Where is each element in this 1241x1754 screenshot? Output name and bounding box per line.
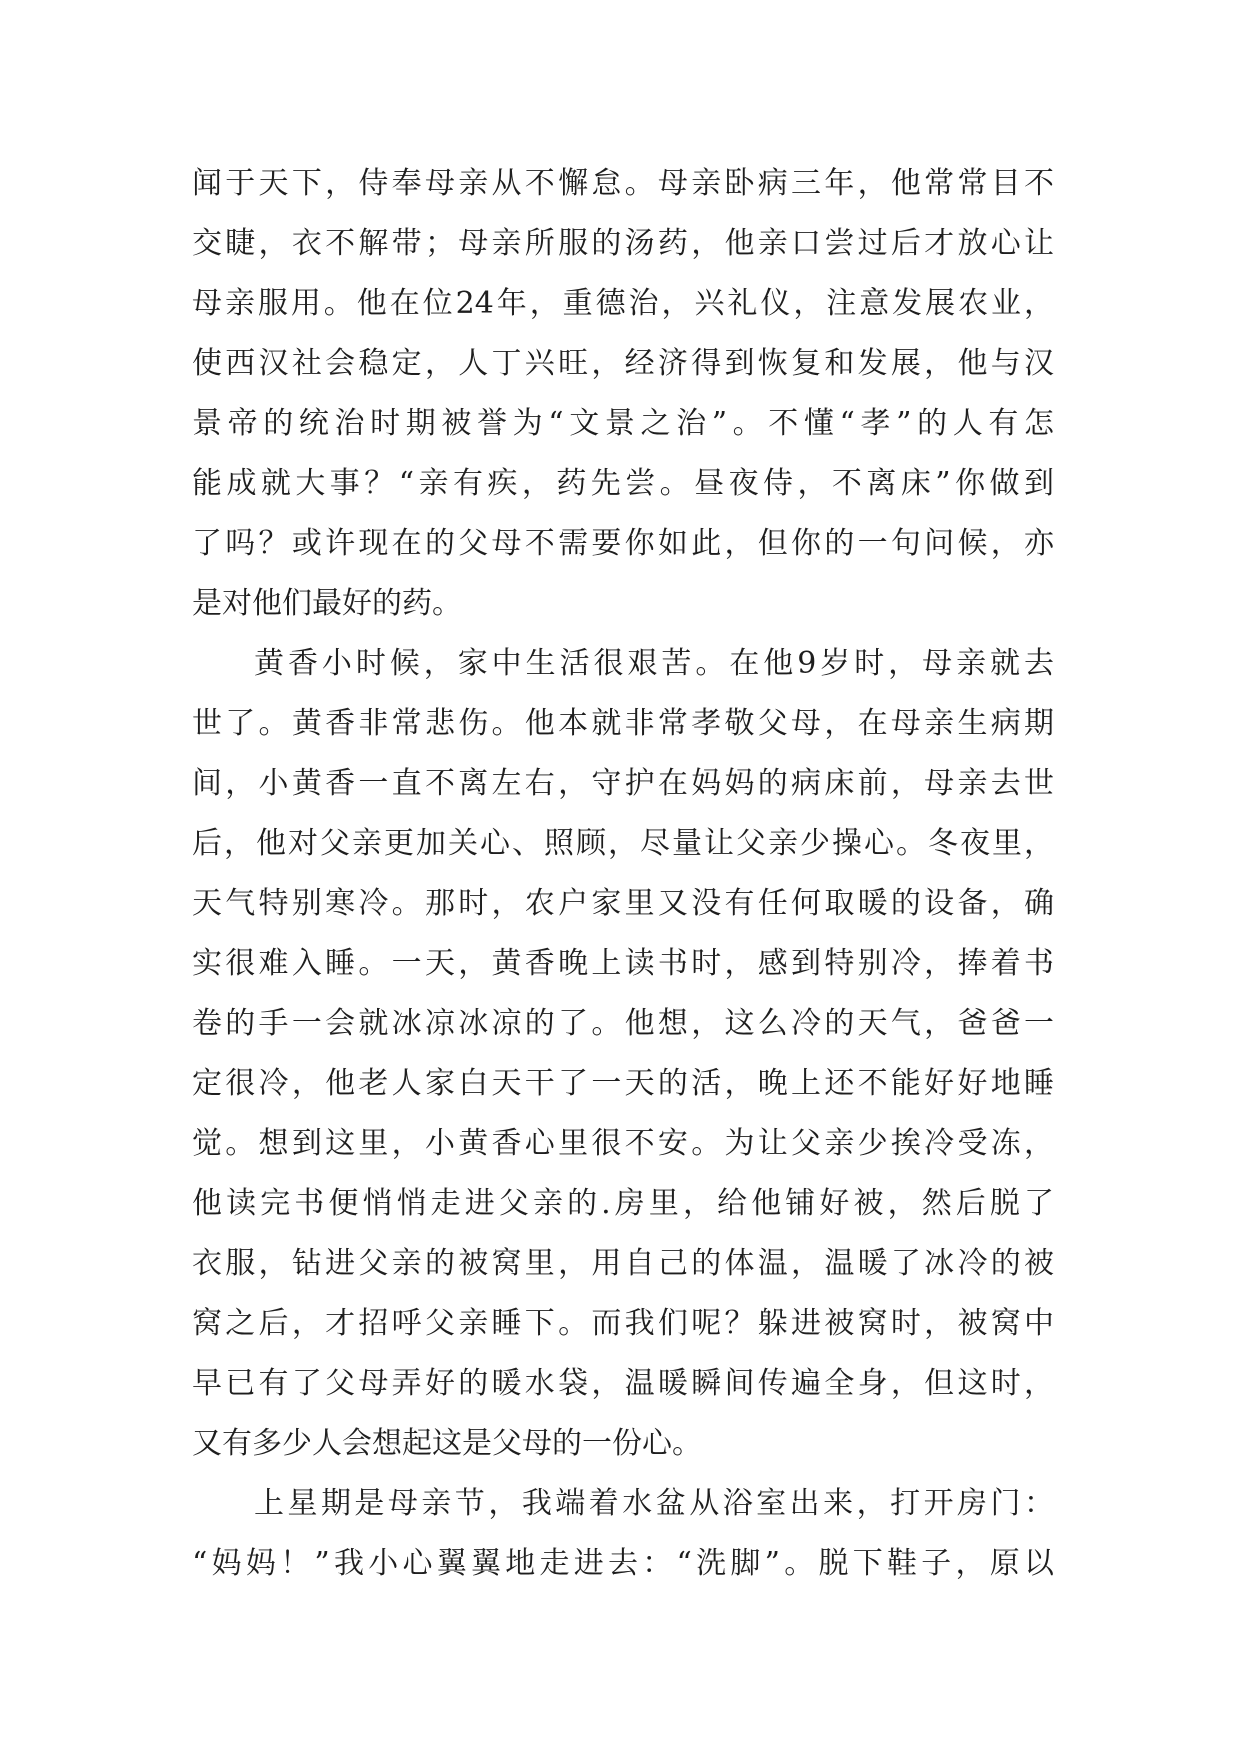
document-body [192,164,1054,1604]
text-line: 闻于天下，侍奉母亲从不懈怠。母亲卧病三年，他常常目不 [192,166,1054,201]
text-line: 景帝的统治时期被誉为“文景之治”。不懂“孝”的人有怎 [192,406,1054,441]
text-line: 间，小黄香一直不离左右，守护在妈妈的病床前，母亲去世 [192,766,1054,801]
text-line: 卷的手一会就冰凉冰凉的了。他想，这么冷的天气，爸爸一 [192,1006,1054,1041]
text-line: 衣服，钻进父亲的被窝里，用自己的体温，温暖了冰冷的被 [192,1246,1054,1281]
text-line: 能成就大事？“亲有疾，药先尝。昼夜侍，不离床”你做到 [192,466,1054,501]
text-line: 又有多少人会想起这是父母的一份心。 [192,1426,702,1461]
text-line: 后，他对父亲更加关心、照顾，尽量让父亲少操心。冬夜里， [192,826,1054,861]
text-line: 天气特别寒冷。那时，农户家里又没有任何取暖的设备，确 [192,886,1054,921]
text-line: 母亲服用。他在位24年，重德治，兴礼仪，注意发展农业， [192,286,1054,321]
text-line: 定很冷，他老人家白天干了一天的活，晚上还不能好好地睡 [192,1066,1054,1101]
paragraph-first-line: 上星期是母亲节，我端着水盆从浴室出来，打开房门： [254,1486,1054,1521]
text-line: 他读完书便悄悄走进父亲的.房里，给他铺好被，然后脱了 [192,1186,1054,1221]
text-line: 实很难入睡。一天，黄香晚上读书时，感到特别冷，捧着书 [192,946,1054,981]
text-line: “妈妈！”我小心翼翼地走进去：“洗脚”。脱下鞋子，原以 [192,1546,1054,1581]
text-line: 使西汉社会稳定，人丁兴旺，经济得到恢复和发展，他与汉 [192,346,1054,381]
paragraph-first-line: 黄香小时候，家中生活很艰苦。在他9岁时，母亲就去 [254,646,1054,681]
text-line: 交睫，衣不解带；母亲所服的汤药，他亲口尝过后才放心让 [192,226,1054,261]
text-line: 世了。黄香非常悲伤。他本就非常孝敬父母，在母亲生病期 [192,706,1054,741]
text-line: 早已有了父母弄好的暖水袋，温暖瞬间传遍全身，但这时， [192,1366,1054,1401]
text-line: 觉。想到这里，小黄香心里很不安。为让父亲少挨冷受冻， [192,1126,1054,1161]
text-line: 是对他们最好的药。 [192,586,462,621]
text-line: 了吗？或许现在的父母不需要你如此，但你的一句问候，亦 [192,526,1054,561]
text-line: 窝之后，才招呼父亲睡下。而我们呢？躲进被窝时，被窝中 [192,1306,1054,1341]
